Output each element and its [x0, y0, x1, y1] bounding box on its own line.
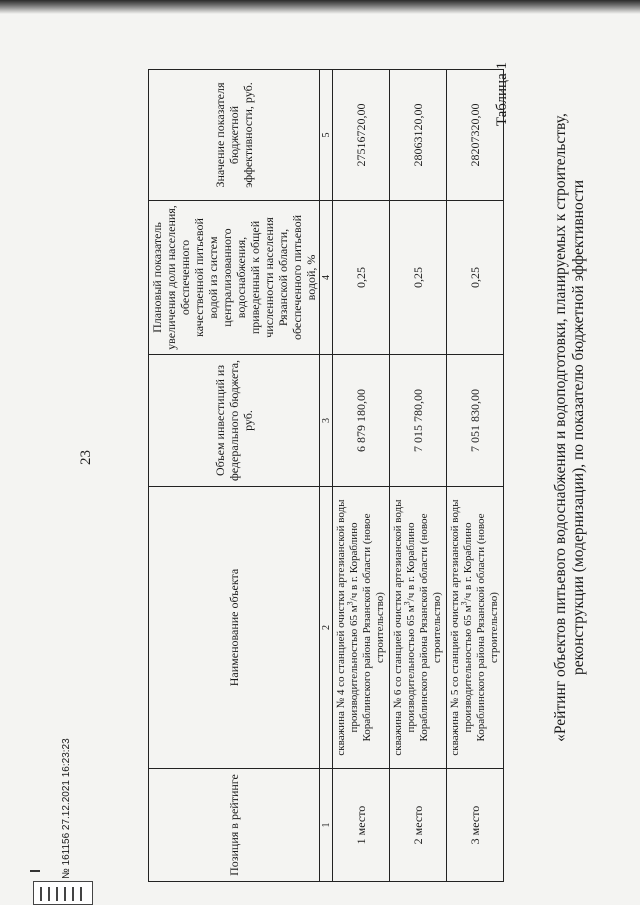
- rank-cell: 3 место: [447, 769, 504, 882]
- stamp-logo-icon: [33, 881, 93, 905]
- object-name-text: скважина № 4 со станцией очистки артезианской воды производительностью 65 м: [335, 499, 360, 756]
- table-header-row: [149, 70, 320, 882]
- header-object-name: Наименование объекта: [149, 487, 320, 769]
- page-number: 23: [78, 450, 94, 465]
- registration-stamp: [33, 605, 93, 905]
- object-name-text: /ч в г. Кораблино Кораблинского района Рязанской области (новое строительство): [348, 513, 386, 742]
- object-name-text: скважина № 5 со станцией очистки артезианской воды производительностью 65 м: [449, 499, 474, 756]
- document-title: «Рейтинг объектов питьевого водоснабжения и водоподготовки, планируемых к строительству, реконструкции (модернизации), по показателю бюджетной эффективности: [552, 113, 587, 742]
- indicator-cell: 0,25: [390, 201, 447, 355]
- object-name-text: скважина № 6 со станцией очистки артезианской воды производительностью 65 м: [392, 499, 417, 756]
- table-row: [390, 70, 447, 882]
- column-number: 3: [320, 355, 333, 487]
- column-number-row: [320, 70, 333, 882]
- stamp-text: № 161156 27.12.2021 16:23:23: [61, 738, 72, 879]
- investment-cell: 7 015 780,00: [390, 355, 447, 487]
- object-name-cell: [390, 487, 447, 769]
- header-position: Позиция в рейтинге: [149, 769, 320, 882]
- rank-cell: 2 место: [390, 769, 447, 882]
- efficiency-cell: 28063120,00: [390, 70, 447, 201]
- header-investment: Объем инвестиций из федерального бюджета, руб.: [149, 355, 320, 487]
- object-name-cell: [447, 487, 504, 769]
- column-number: 5: [320, 70, 333, 201]
- column-number: 1: [320, 769, 333, 882]
- object-name-cell: [333, 487, 390, 769]
- unit-superscript: 3: [345, 601, 355, 606]
- rating-table: [148, 69, 504, 882]
- object-name-text: /ч в г. Кораблино Кораблинского района Рязанской области (новое строительство): [462, 513, 500, 742]
- table-row: [447, 70, 504, 882]
- table-row: [333, 70, 390, 882]
- efficiency-cell: 28207320,00: [447, 70, 504, 201]
- header-efficiency: Значение показателя бюджетной эффективности, руб.: [149, 70, 320, 201]
- investment-cell: 6 879 180,00: [333, 355, 390, 487]
- indicator-cell: 0,25: [333, 201, 390, 355]
- rank-cell: 1 место: [333, 769, 390, 882]
- investment-cell: 7 051 830,00: [447, 355, 504, 487]
- header-indicator: Плановый показатель увеличения доли населения, обеспеченного качественной питьевой водой из систем централизованного водоснабжения, приведенный к общей численности населения Рязанской области, обеспеченного питьевой водой, %: [149, 201, 320, 355]
- efficiency-cell: 27516720,00: [333, 70, 390, 201]
- column-number: 2: [320, 487, 333, 769]
- column-number: 4: [320, 201, 333, 355]
- unit-superscript: 3: [402, 601, 412, 606]
- indicator-cell: 0,25: [447, 201, 504, 355]
- object-name-text: /ч в г. Кораблино Кораблинского района Рязанской области (новое строительство): [405, 513, 443, 742]
- table-label: Таблица 1: [494, 62, 510, 127]
- unit-superscript: 3: [459, 601, 469, 606]
